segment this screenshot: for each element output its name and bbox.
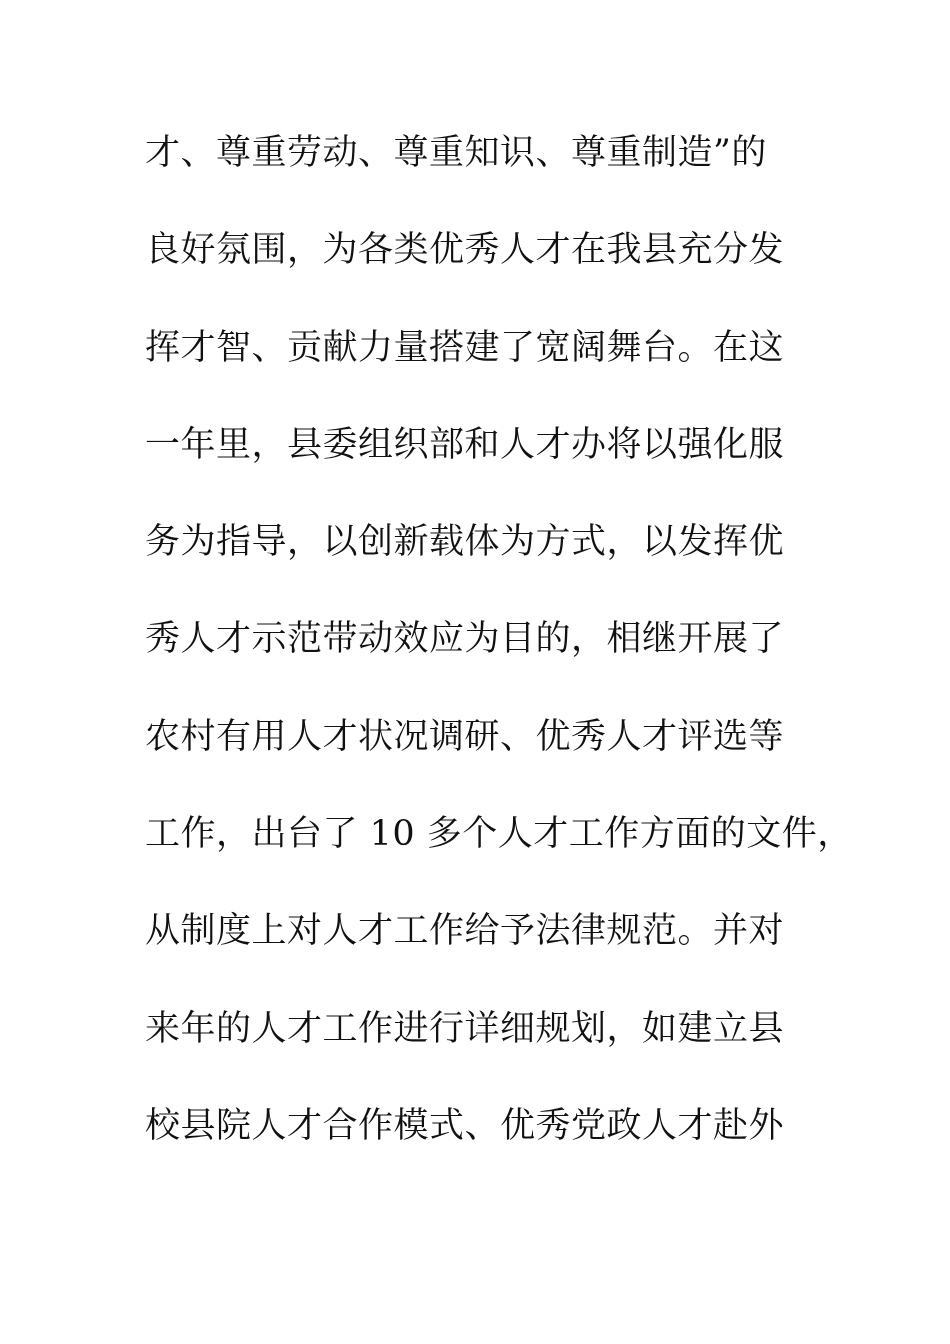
text-line: 工作，出台了 10 多个人才工作方面的文件， bbox=[145, 814, 853, 855]
text-line: 校县院人才合作模式、优秀党政人才赴外 bbox=[145, 1105, 785, 1146]
text-line: 才、尊重劳动、尊重知识、尊重制造”的 bbox=[145, 133, 767, 173]
text-line: 从制度上对人才工作给予法律规范。并对 bbox=[145, 911, 785, 952]
text-line: 良好氛围，为各类优秀人才在我县充分发 bbox=[145, 230, 785, 271]
text-line: 挥才智、贡献力量搭建了宽阔舞台。在这 bbox=[145, 327, 785, 368]
text-line: 务为指导，以创新载体为方式，以发挥优 bbox=[145, 522, 785, 563]
text-line: 一年里，县委组织部和人才办将以强化服 bbox=[145, 424, 785, 465]
text-line: 来年的人才工作进行详细规划，如建立县 bbox=[145, 1008, 785, 1049]
text-line: 农村有用人才状况调研、优秀人才评选等 bbox=[145, 716, 785, 757]
body-text bbox=[145, 123, 853, 1193]
text-line: 秀人才示范带动效应为目的，相继开展了 bbox=[145, 619, 785, 660]
